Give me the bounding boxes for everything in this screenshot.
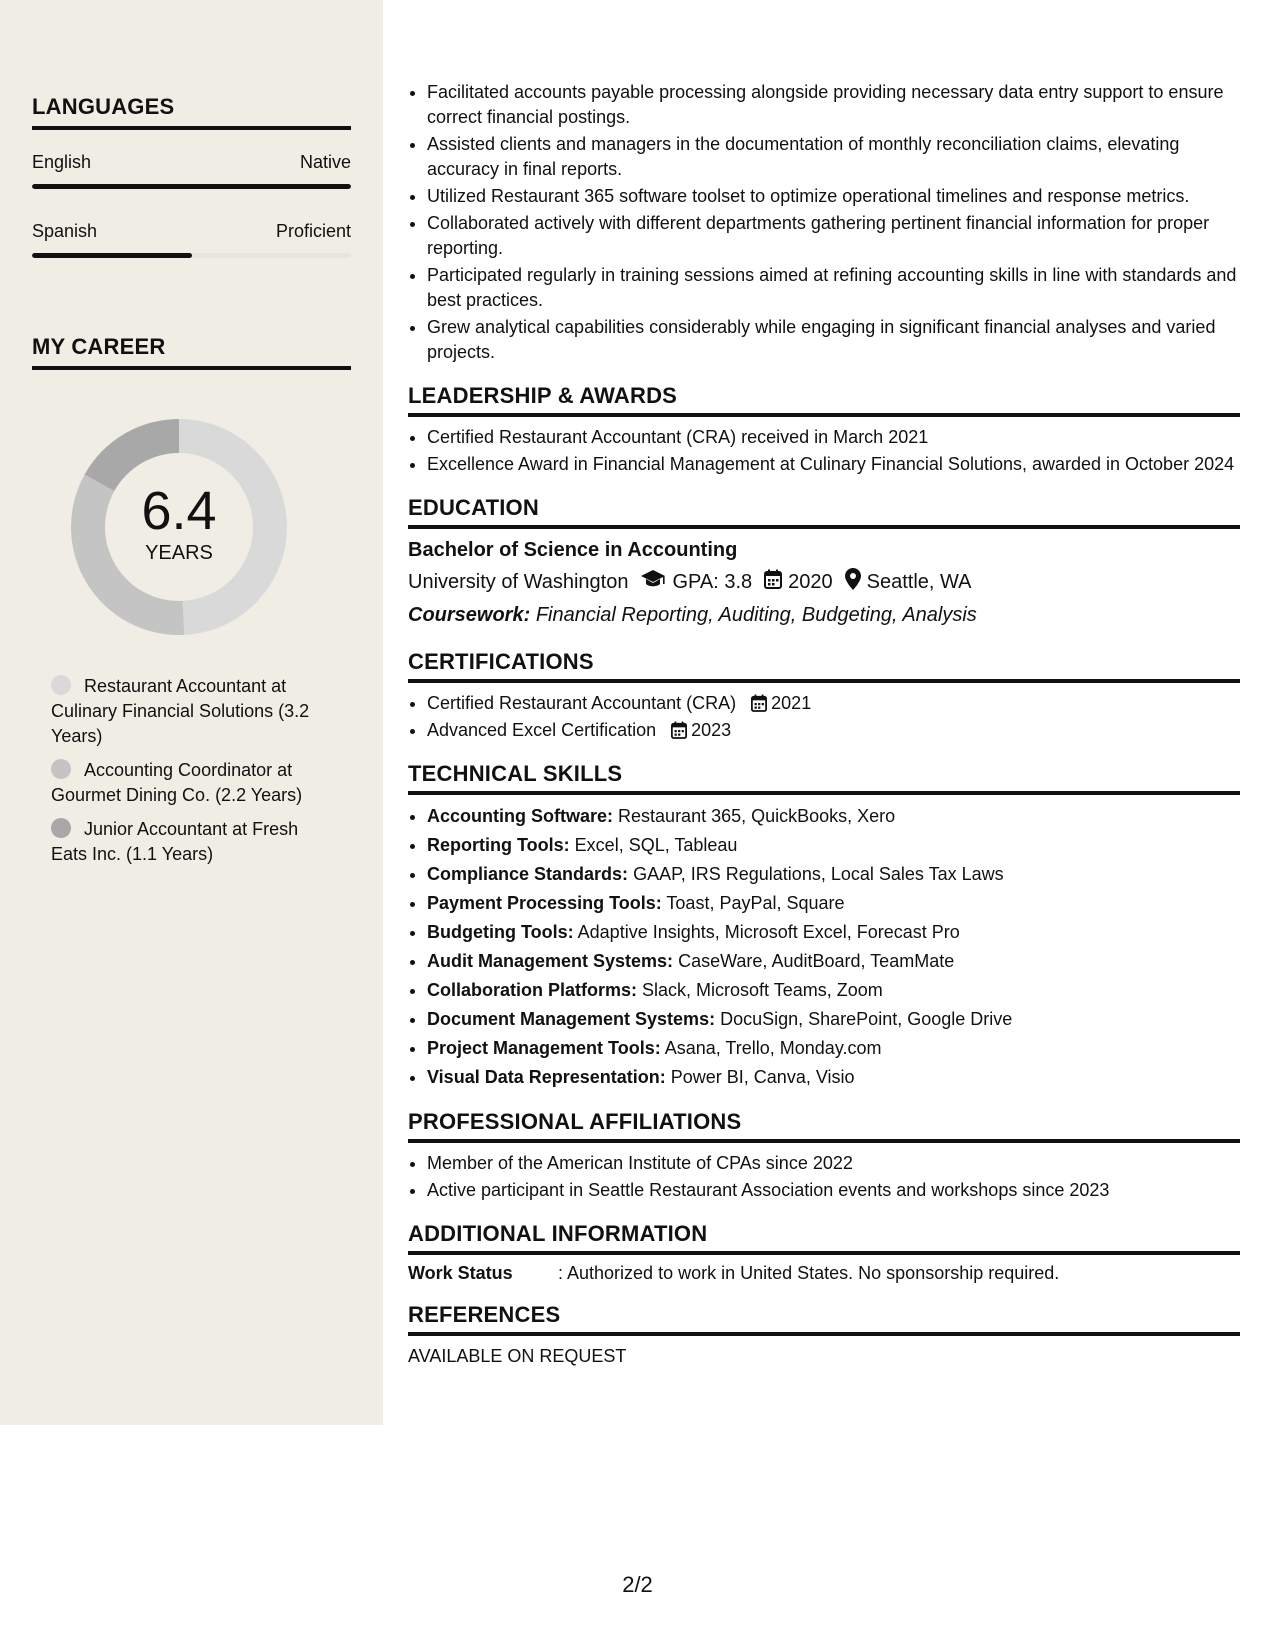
language-row-english — [32, 152, 351, 173]
skill-value: Power BI, Canva, Visio — [670, 1067, 855, 1087]
skill-item — [427, 1064, 1240, 1091]
skill-item — [427, 832, 1240, 859]
skill-value: Adaptive Insights, Microsoft Excel, Forecast Pro — [577, 922, 960, 942]
career-item — [51, 758, 336, 808]
skill-value: Toast, PayPal, Square — [666, 893, 845, 913]
skills-title: TECHNICAL SKILLS — [408, 761, 1240, 795]
affiliation-item: • Active participant in Seattle Restaurant Association events and workshops since 2023 — [427, 1178, 1240, 1203]
certification-name: Certified Restaurant Accountant (CRA) — [427, 693, 737, 713]
coursework-label: Coursework: — [408, 604, 531, 626]
career-legend-dot — [51, 675, 71, 695]
leadership-title: LEADERSHIP & AWARDS — [408, 383, 1240, 417]
certification-year: 2023 — [691, 720, 732, 740]
skill-item — [427, 977, 1240, 1004]
skill-item — [427, 948, 1240, 975]
career-total-unit: YEARS — [145, 541, 213, 564]
page-number: 2/2 — [622, 1572, 653, 1597]
career-total — [66, 414, 292, 640]
references-text: AVAILABLE ON REQUEST — [408, 1346, 627, 1366]
language-bar-english — [32, 184, 351, 189]
language-level: Proficient — [275, 221, 351, 241]
main-content — [408, 0, 1240, 1367]
affiliations-list — [408, 1151, 1240, 1203]
skill-label: Reporting Tools: — [427, 835, 570, 855]
education-year: 2020 — [788, 570, 833, 593]
work-status-label: Work Status — [408, 1263, 513, 1283]
calendar-icon — [764, 569, 788, 595]
certification-year: 2021 — [771, 693, 812, 713]
skill-value: Slack, Microsoft Teams, Zoom — [642, 980, 883, 1000]
additional-info-title: ADDITIONAL INFORMATION — [408, 1221, 1240, 1255]
skill-item — [427, 803, 1240, 830]
career-legend-dot — [51, 818, 71, 838]
skill-value: Excel, SQL, Tableau — [574, 835, 738, 855]
language-level: Native — [299, 152, 351, 172]
skill-label: Budgeting Tools: — [427, 922, 574, 942]
career-list — [51, 674, 336, 876]
skill-item — [427, 890, 1240, 917]
experience-bullet: • Facilitated accounts payable processing alongside providing necessary data entry support to ensure correct financial postings. — [427, 80, 1240, 130]
work-status-value: : Authorized to work in United States. No sponsorship required. — [558, 1263, 1060, 1283]
skill-value: CaseWare, AuditBoard, TeamMate — [678, 951, 955, 971]
education-coursework — [408, 604, 1240, 627]
career-item — [51, 817, 336, 867]
certifications-list — [408, 691, 1240, 743]
education-degree: Bachelor of Science in Accounting — [408, 539, 738, 561]
experience-bullet: • Utilized Restaurant 365 software toolset to optimize operational timelines and response metrics. — [427, 184, 1240, 209]
education-gpa: GPA: 3.8 — [672, 570, 753, 593]
skill-value: Asana, Trello, Monday.com — [664, 1038, 882, 1058]
skill-label: Accounting Software: — [427, 806, 614, 826]
experience-bullet: • Collaborated actively with different departments gathering pertinent financial information for proper reporting. — [427, 211, 1240, 261]
experience-bullets — [408, 80, 1240, 365]
affiliations-title: PROFESSIONAL AFFILIATIONS — [408, 1109, 1240, 1143]
leadership-item: • Excellence Award in Financial Management at Culinary Financial Solutions, awarded in October 2024 — [427, 452, 1240, 477]
skill-label: Compliance Standards: — [427, 864, 629, 884]
experience-bullet: • Assisted clients and managers in the documentation of monthly reconciliation claims, elevating accuracy in final reports. — [427, 132, 1240, 182]
skill-item — [427, 1035, 1240, 1062]
skill-label: Collaboration Platforms: — [427, 980, 638, 1000]
calendar-icon — [661, 720, 691, 740]
language-bar-fill — [32, 184, 351, 189]
certification-item — [427, 691, 1240, 716]
skill-item — [427, 861, 1240, 888]
experience-bullet: • Grew analytical capabilities considerably while engaging in significant financial analyses and varied projects. — [427, 315, 1240, 365]
skill-value: DocuSign, SharePoint, Google Drive — [720, 1009, 1013, 1029]
calendar-icon — [741, 693, 771, 713]
certification-item — [427, 718, 1240, 743]
skill-label: Audit Management Systems: — [427, 951, 674, 971]
references-title: REFERENCES — [408, 1302, 1240, 1336]
work-status — [408, 1263, 1240, 1284]
education-location: Seattle, WA — [866, 570, 972, 593]
language-row-spanish — [32, 221, 351, 242]
education-title: EDUCATION — [408, 495, 1240, 529]
certifications-title: CERTIFICATIONS — [408, 649, 1240, 683]
career-total-value: 6.4 — [141, 480, 217, 541]
certification-name: Advanced Excel Certification — [427, 720, 657, 740]
skill-item — [427, 1006, 1240, 1033]
career-title: MY CAREER — [32, 334, 351, 370]
skill-label: Project Management Tools: — [427, 1038, 661, 1058]
languages-title: LANGUAGES — [32, 94, 351, 130]
affiliation-item: • Member of the American Institute of CPAs since 2022 — [427, 1151, 1240, 1176]
language-bar-fill — [32, 253, 192, 258]
leadership-item: • Certified Restaurant Accountant (CRA) received in March 2021 — [427, 425, 1240, 450]
location-pin-icon — [845, 568, 867, 596]
experience-bullet: • Participated regularly in training sessions aimed at refining accounting skills in line with standards and best practices. — [427, 263, 1240, 313]
skill-label: Document Management Systems: — [427, 1009, 716, 1029]
leadership-list — [408, 425, 1240, 477]
career-legend-dot — [51, 759, 71, 779]
coursework-value: Financial Reporting, Auditing, Budgeting, Analysis — [535, 604, 977, 626]
career-item-text: Junior Accountant at Fresh Eats Inc. (1.1 Years) — [51, 819, 299, 864]
language-name: English — [32, 152, 92, 172]
skills-list — [408, 803, 1240, 1091]
skill-item — [427, 919, 1240, 946]
skill-label: Payment Processing Tools: — [427, 893, 662, 913]
skill-value: Restaurant 365, QuickBooks, Xero — [618, 806, 896, 826]
language-bar-spanish — [32, 253, 351, 258]
skill-label: Visual Data Representation: — [427, 1067, 666, 1087]
language-name: Spanish — [32, 221, 98, 241]
graduation-cap-icon — [640, 569, 672, 595]
education-details — [408, 568, 1240, 596]
career-item-text: Accounting Coordinator at Gourmet Dining Co. (2.2 Years) — [51, 760, 303, 805]
skill-value: GAAP, IRS Regulations, Local Sales Tax Laws — [633, 864, 1004, 884]
career-item-text: Restaurant Accountant at Culinary Financial Solutions (3.2 Years) — [51, 676, 310, 746]
sidebar — [0, 0, 383, 1425]
education-school: University of Washington — [408, 570, 629, 593]
career-donut-chart — [66, 414, 292, 640]
career-item — [51, 674, 336, 749]
